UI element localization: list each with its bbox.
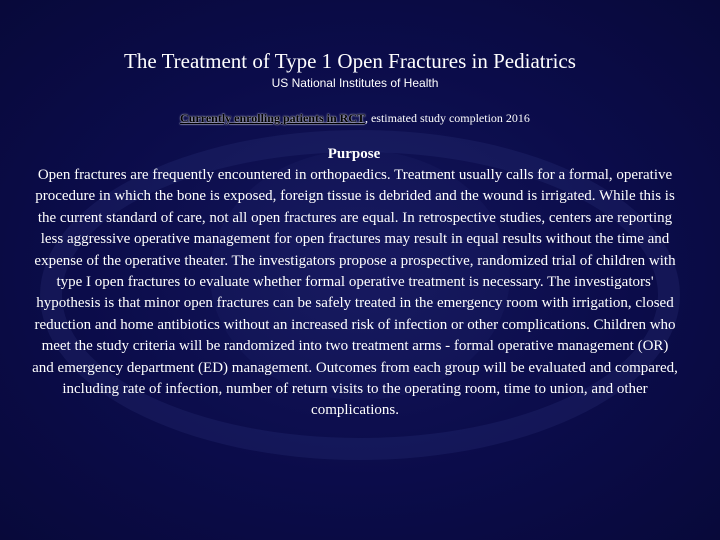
slide-subtitle: US National Institutes of Health [271,76,439,90]
enrollment-link[interactable]: Currently enrolling patients in RCT [180,111,365,125]
status-separator: , [364,111,368,125]
purpose-heading: Purpose [327,146,381,162]
slide-title: The Treatment of Type 1 Open Fractures in Pediatrics [124,49,576,73]
enrollment-status [0,111,710,126]
study-completion-text: estimated study completion 2016 [367,111,530,125]
purpose-body: Open fractures are frequently encountered in orthopaedics. Treatment usually calls for a formal, operative procedure in which the bone is exposed, foreign tissue is debrided and the wound is irrigated. While this is the current standard of care, not all open fractures are equal. In retrospective studies, centers are reporting less aggressive operative management for open fractures may result in equal results without the time and expense of the operative theater. The investigators propose a prospective, randomized trial of children with type I open fractures to evaluate whether formal operative treatment is necessary. The investigators' hypothesis is that minor open fractures can be safely treated in the emergency room with irrigation, closed reduction and home antibiotics without an increased risk of infection or other complications. Children who meet the study criteria will be randomized into two treatment arms - formal operative management (OR) and emergency department (ED) management. Outcomes from each group will be evaluated and compared, including rate of infection, number of return visits to the operating room, time to union, and other complications. [32,167,678,419]
